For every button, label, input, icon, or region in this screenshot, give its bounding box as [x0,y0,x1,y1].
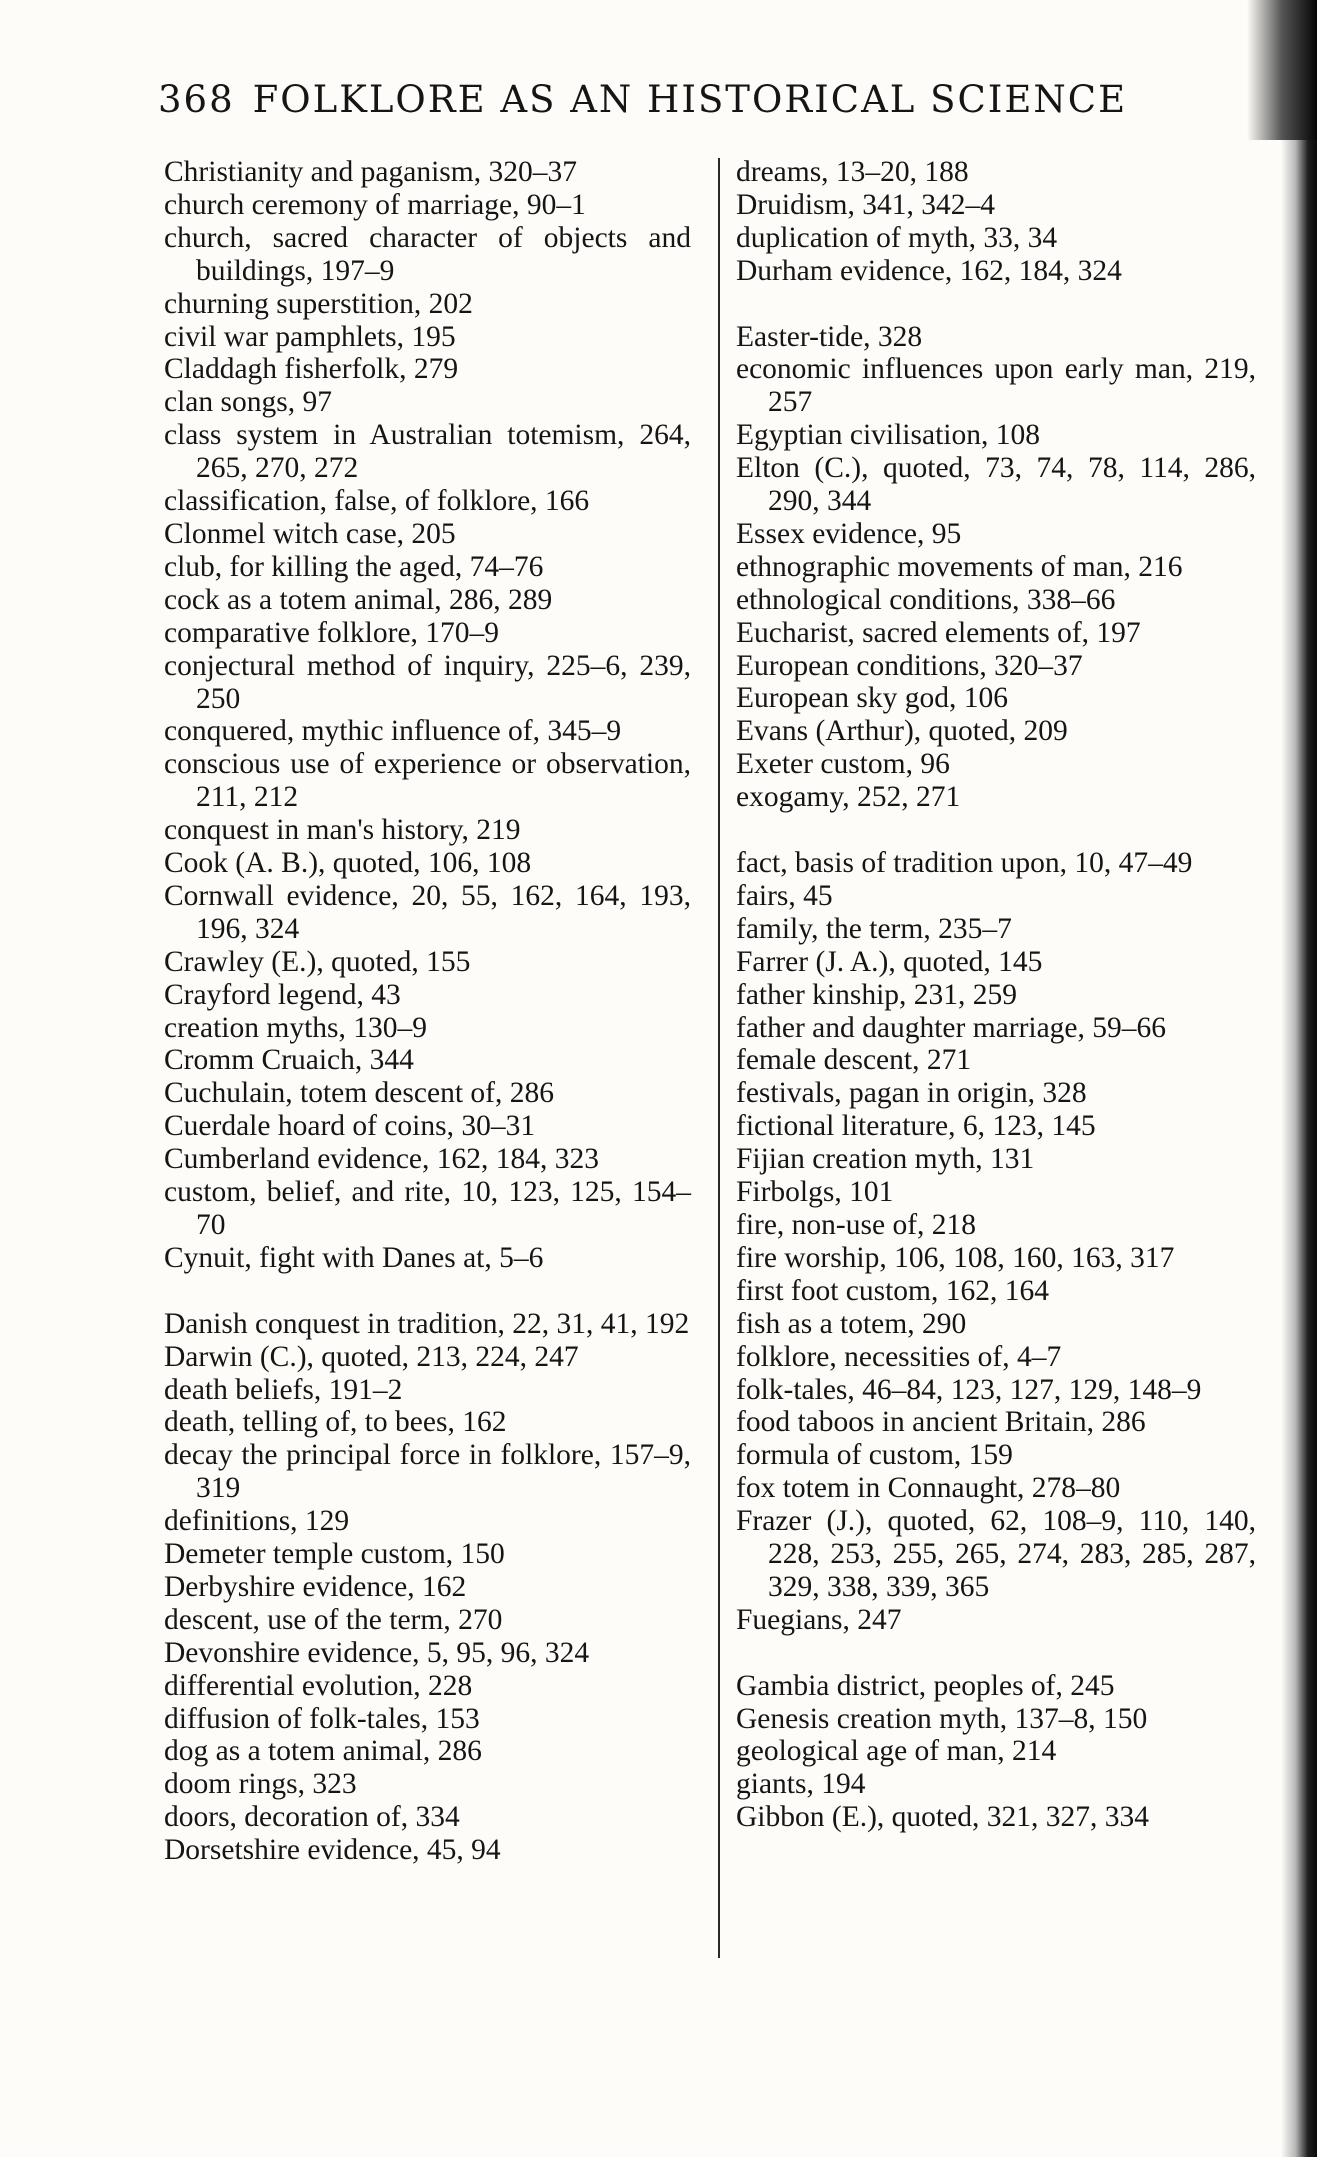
index-entry: descent, use of the term, 270 [164,1603,503,1636]
index-entry: Danish conquest in tradition, 22, 31, 41, 192 [164,1307,690,1340]
index-entry: Fijian creation myth, 131 [736,1143,1035,1176]
index-entry: geological age of man, 214 [736,1735,1057,1768]
index-entry: Essex evidence, 95 [736,517,962,550]
index-entry: churning superstition, 202 [164,287,473,320]
index-entry: Cuerdale hoard of coins, 30–31 [164,1110,536,1143]
index-entry: doom rings, 323 [164,1768,357,1801]
index-entry: Egyptian civilisation, 108 [736,419,1040,452]
index-entry: church, sacred character of objects and buildings, 197–9 [164,221,691,287]
index-column-left [164,156,691,1867]
index-entry: Gambia district, peoples of, 245 [736,1669,1115,1702]
index-entry: ethnological conditions, 338–66 [736,583,1116,616]
index-entry: custom, belief, and rite, 10, 123, 125, 154–70 [164,1176,691,1241]
index-entry: ethnographic movements of man, 216 [736,550,1183,583]
index-entry: Fuegians, 247 [736,1603,902,1636]
index-entry: decay the principal force in folklore, 157–9, 319 [164,1439,691,1505]
index-entry: Clonmel witch case, 205 [164,517,456,550]
index-entry: Exeter custom, 96 [736,748,950,781]
running-title: FOLKLORE AS AN HISTORICAL SCIENCE [252,78,1128,121]
scan-page-edge [1281,0,1317,2157]
index-entry: church ceremony of marriage, 90–1 [164,188,586,221]
index-entry: father kinship, 231, 259 [736,978,1018,1011]
index-entry: club, for killing the aged, 74–76 [164,550,544,583]
column-divider [718,158,720,1958]
index-entry: classification, false, of folklore, 166 [164,485,590,518]
index-entry: family, the term, 235–7 [736,912,1012,945]
running-header [158,78,1198,121]
index-entry: economic influences upon early man, 219, 257 [736,353,1256,419]
index-entry: Devonshire evidence, 5, 95, 96, 324 [164,1636,590,1669]
index-entry: conscious use of experience or observation, 211, 212 [164,748,691,814]
index-entry: death, telling of, to bees, 162 [164,1406,507,1439]
index-entry: exogamy, 252, 271 [736,781,961,814]
index-column-right [736,156,1256,1834]
index-entry: formula of custom, 159 [736,1439,1013,1472]
index-entry: Cuchulain, totem descent of, 286 [164,1077,554,1110]
index-entry: cock as a totem animal, 286, 289 [164,583,553,616]
index-entry: Demeter temple custom, 150 [164,1538,505,1571]
index-entry: fire, non-use of, 218 [736,1208,977,1241]
index-entry: fish as a totem, 290 [736,1307,967,1340]
index-entry: clan songs, 97 [164,386,332,419]
index-entry: Claddagh fisherfolk, 279 [164,353,459,386]
index-entry: comparative folklore, 170–9 [164,616,500,649]
index-entry: Christianity and paganism, 320–37 [164,156,577,188]
index-entry: Cook (A. B.), quoted, 106, 108 [164,847,532,880]
index-entry: European conditions, 320–37 [736,649,1083,682]
index-entry: Druidism, 341, 342–4 [736,188,995,221]
index-entry: Dorsetshire evidence, 45, 94 [164,1834,501,1867]
index-entry: Derbyshire evidence, 162 [164,1570,467,1603]
index-entry: Cynuit, fight with Danes at, 5–6 [164,1241,544,1274]
index-entry: conquest in man's history, 219 [164,814,521,847]
index-entry: Cromm Cruaich, 344 [164,1044,414,1077]
index-entry: fox totem in Connaught, 278–80 [736,1472,1121,1505]
index-entry: civil war pamphlets, 195 [164,320,456,353]
index-entry: Eucharist, sacred elements of, 197 [736,616,1141,649]
index-entry: fairs, 45 [736,879,833,912]
index-entry: fictional literature, 6, 123, 145 [736,1110,1096,1143]
index-entry: Cumberland evidence, 162, 184, 323 [164,1143,600,1176]
index-entry: diffusion of folk-tales, 153 [164,1702,480,1735]
index-entry: class system in Australian totemism, 264, 265, 270, 272 [164,419,691,485]
index-entry: Evans (Arthur), quoted, 209 [736,715,1068,748]
index-entry: doors, decoration of, 334 [164,1801,460,1834]
index-entry: festivals, pagan in origin, 328 [736,1077,1087,1110]
scan-page-corner [1247,0,1317,140]
index-entry: Elton (C.), quoted, 73, 74, 78, 114, 286, 290, 344 [736,452,1256,518]
index-entry: Darwin (C.), quoted, 213, 224, 247 [164,1340,579,1373]
index-entry: Crayford legend, 43 [164,978,401,1011]
index-entry: Genesis creation myth, 137–8, 150 [736,1702,1148,1735]
index-entry: fire worship, 106, 108, 160, 163, 317 [736,1241,1175,1274]
index-entry: Easter-tide, 328 [736,320,923,353]
page-number: 368 [158,78,235,121]
section-gap [736,288,1256,321]
index-entry: creation myths, 130–9 [164,1011,427,1044]
index-entry: Crawley (E.), quoted, 155 [164,945,471,978]
section-gap [736,814,1256,847]
index-entry: definitions, 129 [164,1505,350,1538]
index-entry: Farrer (J. A.), quoted, 145 [736,945,1043,978]
index-entry: Cornwall evidence, 20, 55, 162, 164, 193, 196, 324 [164,879,691,945]
index-entry: differential evolution, 228 [164,1669,473,1702]
index-entry: Gibbon (E.), quoted, 321, 327, 334 [736,1801,1149,1834]
index-entry: conjectural method of inquiry, 225–6, 239, 250 [164,649,691,715]
index-entry: death beliefs, 191–2 [164,1373,403,1406]
index-entry: conquered, mythic influence of, 345–9 [164,715,622,748]
index-entry: folk-tales, 46–84, 123, 127, 129, 148–9 [736,1373,1202,1406]
index-entry: European sky god, 106 [736,682,1009,715]
index-entry: first foot custom, 162, 164 [736,1274,1050,1307]
index-entry: giants, 194 [736,1768,866,1801]
index-entry: food taboos in ancient Britain, 286 [736,1406,1146,1439]
index-entry: fact, basis of tradition upon, 10, 47–49 [736,847,1193,879]
index-entry: Firbolgs, 101 [736,1176,894,1209]
index-entry: duplication of myth, 33, 34 [736,221,1058,254]
index-entry: dog as a totem animal, 286 [164,1735,482,1768]
index-entry: Durham evidence, 162, 184, 324 [736,254,1122,287]
index-entry: father and daughter marriage, 59–66 [736,1011,1167,1044]
index-entry: dreams, 13–20, 188 [736,156,969,188]
section-gap [736,1637,1256,1670]
section-gap [164,1275,691,1308]
index-entry: female descent, 271 [736,1044,972,1077]
index-entry: Frazer (J.), quoted, 62, 108–9, 110, 140, 228, 253, 255, 265, 274, 283, 285, 287, 329, 338, 339, 365 [736,1505,1256,1603]
index-entry: folklore, necessities of, 4–7 [736,1340,1062,1373]
